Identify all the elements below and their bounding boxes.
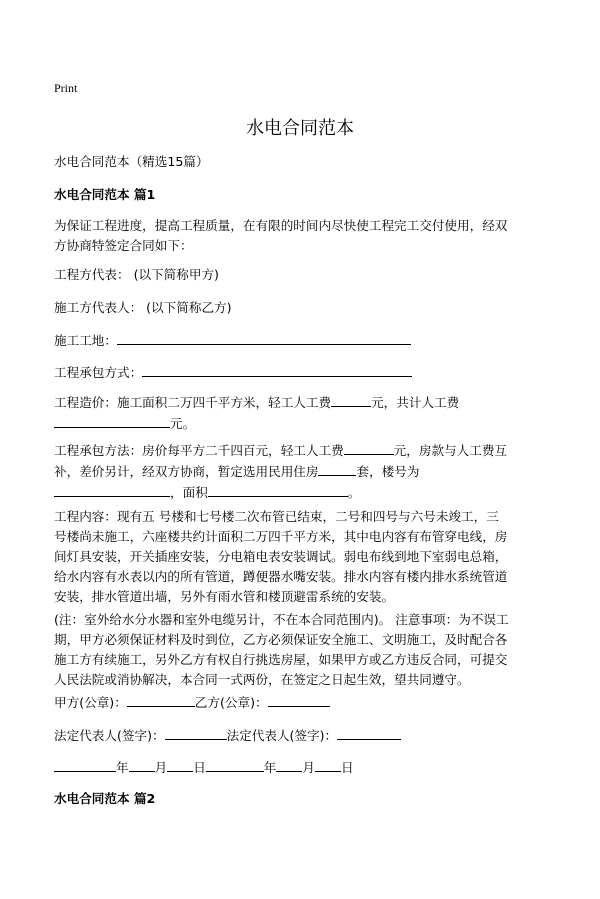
cost-text: 元，共计人工费 (371, 395, 460, 410)
date-blank (315, 757, 341, 772)
party-b-line: 施工方代表人： (以下简称乙方) (54, 300, 232, 315)
intro-paragraph (54, 216, 554, 256)
date-line (54, 757, 554, 778)
method-fee-blank (344, 440, 394, 455)
representative-line (54, 725, 554, 746)
intro-line: 方协商特签定合同如下： (54, 238, 193, 253)
site-line (54, 330, 554, 351)
cost-text: 工程造价：施工面积二万四千平方米，轻工人工费 (54, 395, 332, 410)
notes-line: 人民法院或消协解决，本合同一式两份，在签定之日起生效，望共同遵守。 (54, 672, 470, 687)
cost-paragraph (54, 392, 554, 434)
site-label: 施工工地： (54, 333, 117, 348)
notes-paragraph (54, 610, 554, 690)
document-subtitle: 水电合同范本（精选15篇） (54, 154, 209, 169)
content-line: 间灯具安装，开关插座安装，分电箱电表安装调试。弱电布线到地下室弱电总箱， (54, 549, 508, 564)
total-labor-blank (54, 413, 170, 428)
cost-line (54, 413, 554, 434)
contract-mode-label: 工程承包方式： (54, 365, 143, 380)
party-a-seal-label: 甲方(公章)： (54, 695, 127, 710)
method-line (54, 440, 554, 461)
year-label: 年 (116, 760, 129, 775)
area-blank (208, 482, 348, 497)
contract-mode-blank (142, 362, 412, 377)
content-paragraph (54, 507, 554, 607)
method-line (54, 461, 554, 482)
year-label: 年 (263, 760, 277, 775)
rep-a-blank (165, 725, 227, 740)
labor-fee-blank (331, 392, 371, 407)
rep-b-label: 法定代表人(签字)： (226, 728, 338, 743)
method-text: ，面积 (170, 485, 208, 500)
notes-line: (注：室外给水分水器和室外电缆另计，不在本合同范围内)。 注意事项：为不误工 (54, 612, 509, 627)
party-a-line: 工程方代表： (以下简称甲方) (54, 267, 219, 282)
site-blank (117, 330, 411, 345)
method-text: 元，房款与人工费互 (393, 443, 507, 458)
party-b-seal-label: 乙方(公章)： (194, 695, 268, 710)
content-line: 工程内容：现有五 号楼和七号楼二次布管已结束，二号和四号与六号未竣工，三 (54, 509, 499, 524)
method-text: 套，楼号为 (356, 464, 420, 479)
day-label: 日 (193, 760, 206, 775)
notes-line: 施工方有续施工，另外乙方有权自行挑选房屋，如果甲方或乙方违反合同，可提交 (54, 652, 508, 667)
contract-mode-line (54, 362, 554, 383)
method-paragraph (54, 440, 554, 503)
rep-b-blank (337, 725, 401, 740)
rep-a-label: 法定代表人(签字)： (54, 728, 165, 743)
notes-line: 期，甲方必须保证材料及时到位，乙方必须保证安全施工、文明施工，及时配合各 (54, 632, 508, 647)
print-label: Print (54, 81, 78, 95)
content-line: 安装，排水管道出墙，另外有雨水管和楼顶避雷系统的安装。 (54, 589, 395, 604)
section-heading-2: 水电合同范本 篇2 (54, 791, 156, 806)
month-label: 月 (302, 760, 315, 775)
content-line: 给水内容有水表以内的所有管道，蹲便器水嘴安装。排水内容有楼内排水系统管道 (54, 569, 508, 584)
date-blank (206, 757, 264, 772)
method-text: 工程承包方法：房价每平方二千四百元，轻工人工费 (54, 443, 344, 458)
method-text: 。 (347, 485, 361, 500)
content-line: 号楼尚未施工，六座楼共约计面积二万四千平方米，其中电内容有布管穿电线，房 (54, 529, 508, 544)
building-number-blank (54, 482, 170, 497)
section-heading-1: 水电合同范本 篇1 (54, 187, 156, 202)
month-label: 月 (154, 760, 168, 775)
intro-line: 为保证工程进度，提高工程质量，在有限的时间内尽快使工程完工交付使用，经双 (54, 218, 508, 233)
date-blank (129, 757, 155, 772)
party-b-seal-blank (268, 692, 330, 707)
date-blank (276, 757, 302, 772)
day-label: 日 (340, 760, 354, 775)
seal-line (54, 692, 554, 713)
housing-units-blank (318, 461, 356, 476)
date-blank (54, 757, 116, 772)
method-text: 补，差价另计，经双方协商，暂定选用民用住房 (54, 464, 319, 479)
date-blank (167, 757, 193, 772)
party-a-seal-blank (127, 692, 195, 707)
cost-text: 元。 (170, 416, 196, 431)
document-title: 水电合同范本 (246, 118, 354, 139)
cost-line (54, 392, 554, 413)
method-line (54, 482, 554, 503)
